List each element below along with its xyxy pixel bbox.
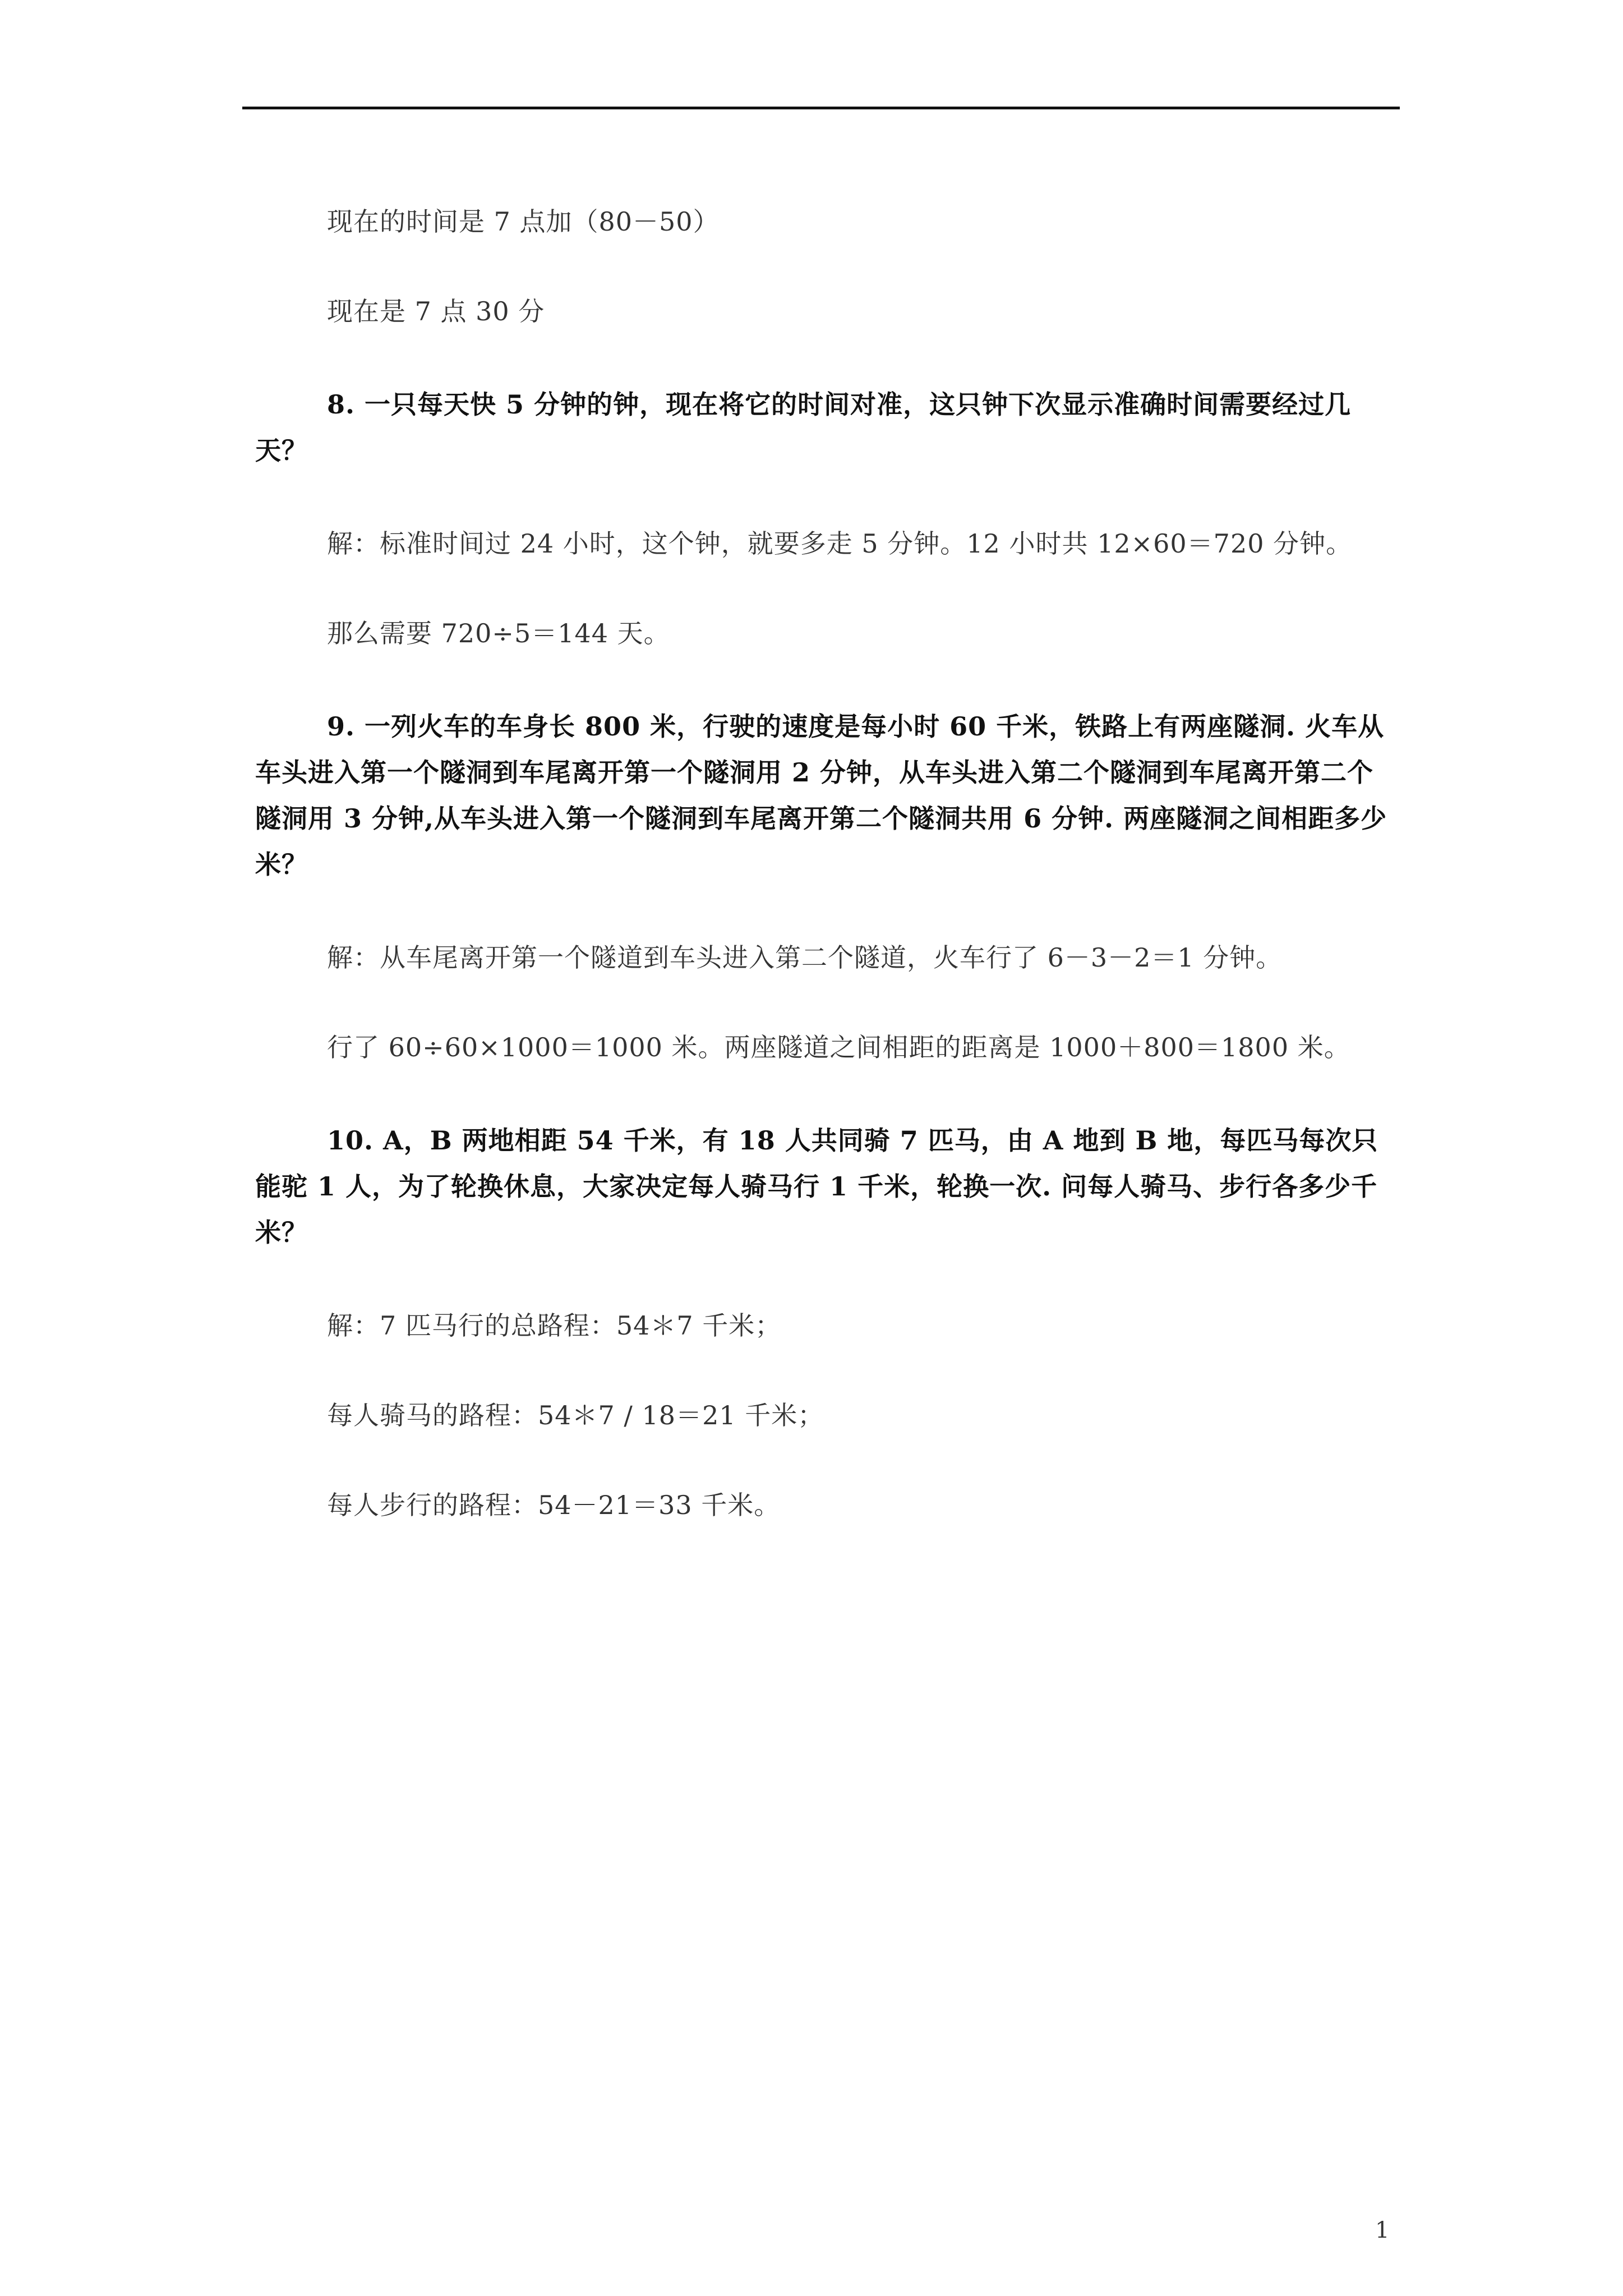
question-8: 8. 一只每天快 5 分钟的钟，现在将它的时间对准，这只钟下次显示准确时间需要经过几天？ (255, 389, 1352, 466)
question-9: 9. 一列火车的车身长 800 米，行驶的速度是每小时 60 千米，铁路上有两座隧洞. 火车从车头进入第一个隧洞到车尾离开第一个隧洞用 2 分钟，从车头进入第二个隧洞到车尾离开第二个隧洞用 3 分钟,从车头进入第一个隧洞到车尾离开第二个隧洞共用 6 分钟. 两座隧洞之间相距多少米？ (255, 711, 1387, 880)
answer-paragraph: 每人步行的路程：54－21＝33 千米。 (327, 1490, 781, 1520)
answer-paragraph: 现在的时间是 7 点加（80－50） (327, 206, 720, 237)
answer-paragraph: 解：标准时间过 24 小时，这个钟，就要多走 5 分钟。12 小时共 12×60＝720 分钟。 (327, 528, 1353, 559)
question-10: 10. A，B 两地相距 54 千米，有 18 人共同骑 7 匹马，由 A 地到 B 地，每匹马每次只能驼 1 人，为了轮换休息，大家决定每人骑马行 1 千米，轮换一次. 问每人骑马、步行各多少千米？ (255, 1125, 1378, 1248)
answer-paragraph: 解：从车尾离开第一个隧道到车头进入第二个隧道，火车行了 6－3－2＝1 分钟。 (327, 942, 1283, 973)
answer-paragraph: 现在是 7 点 30 分 (327, 296, 545, 326)
header-rule (242, 107, 1400, 109)
answer-paragraph: 行了 60÷60×1000＝1000 米。两座隧道之间相距的距离是 1000＋800＝1800 米。 (327, 1032, 1350, 1062)
document-body (255, 202, 1399, 1575)
answer-paragraph: 那么需要 720÷5＝144 天。 (327, 618, 670, 648)
page-number: 1 (1375, 2217, 1390, 2243)
answer-paragraph: 每人骑马的路程：54＊7 / 18＝21 千米； (327, 1400, 824, 1430)
answer-paragraph: 解：7 匹马行的总路程：54＊7 千米； (327, 1310, 782, 1341)
